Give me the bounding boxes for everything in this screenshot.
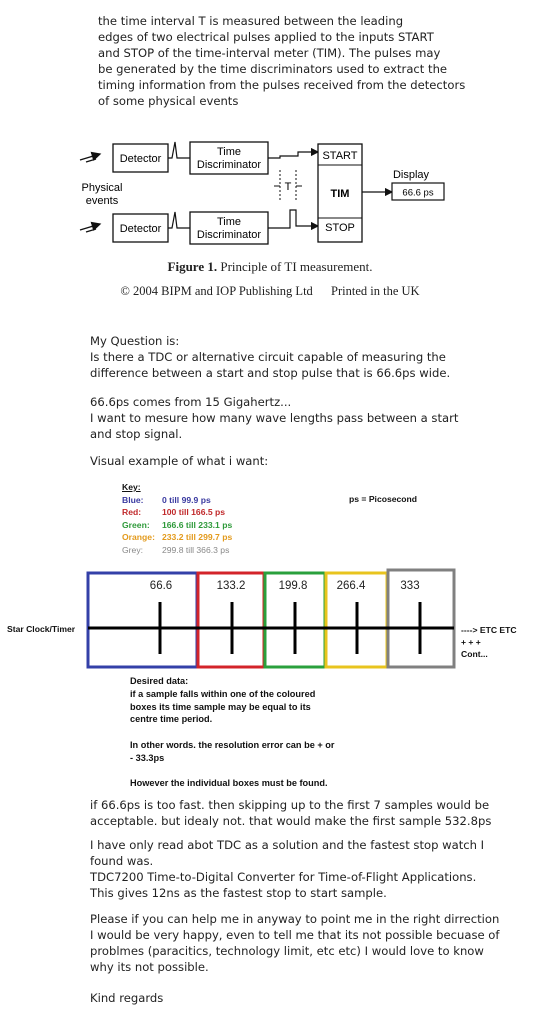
discriminator-top-line2: Discriminator <box>196 159 262 171</box>
key-item-red <box>122 506 232 519</box>
ps-note: ps = Picosecond <box>349 494 418 504</box>
frequency-line: I want to mesure how many wave lengths pass between a start <box>90 411 459 425</box>
timeline-tick-label: 333 <box>400 580 420 592</box>
key-range: 0 till 99.9 ps <box>162 494 211 505</box>
intro-line: be generated by the time discriminators used to extract the <box>98 62 448 76</box>
detector-top-label: Detector <box>119 153 162 165</box>
timeline-right-label <box>461 624 517 660</box>
caption-text: Principle of TI measurement. <box>220 259 373 274</box>
detector-bottom-label: Detector <box>119 223 162 235</box>
key-range: 233.2 till 299.7 ps <box>162 532 233 542</box>
key-item-blue <box>122 494 232 507</box>
skip-paragraph <box>90 797 491 829</box>
timeline-tick-label: 133.2 <box>216 580 246 592</box>
desired-line: centre time period. <box>130 714 213 725</box>
key-item-grey <box>122 544 232 557</box>
interval-t-label: T <box>284 181 292 193</box>
stop-signal-line <box>268 210 318 228</box>
intro-line: edges of two electrical pulses applied to the inputs START <box>98 30 434 44</box>
desired-line: In other words. the resolution error can be + or <box>130 739 335 750</box>
right-line: Cont... <box>461 649 488 659</box>
frequency-paragraph <box>90 394 458 442</box>
key-item-orange <box>122 531 232 544</box>
intro-line: timing information from the pulses received from the detectors <box>98 78 466 92</box>
color-key <box>122 481 232 556</box>
physical-label: Physical <box>81 182 123 194</box>
key-item-green <box>122 519 232 532</box>
display-label: Display <box>392 169 430 181</box>
incoming-arrow-top-icon <box>80 154 100 162</box>
desired-line <box>130 765 334 778</box>
copyright-line <box>0 284 540 299</box>
discriminator-top-line1: Time <box>216 146 242 158</box>
intro-line: of some physical events <box>98 94 239 108</box>
caption-bold: Figure 1. <box>167 259 218 274</box>
desired-line: Desired data: <box>130 676 189 686</box>
timeline-box-blue <box>88 573 197 667</box>
key-title: Key: <box>122 482 141 492</box>
timeline-tick-label: 66.6 <box>149 580 173 592</box>
events-label: events <box>85 195 119 207</box>
tdc-paragraph <box>90 837 484 901</box>
desired-line <box>130 726 334 739</box>
pulse-bottom-icon <box>168 212 190 228</box>
timeline-left-label: Star Clock/Timer <box>7 624 76 634</box>
right-line: + + + <box>461 637 481 647</box>
intro-line: the time interval T is measured between the leading <box>98 14 404 28</box>
intro-paragraph <box>98 13 465 109</box>
desired-line: However the individual boxes must be found. <box>130 778 328 789</box>
desired-line: - 33.3ps <box>130 752 165 763</box>
desired-line: if a sample falls within one of the coloured <box>130 688 316 699</box>
printed-text: Printed in the UK <box>331 284 420 298</box>
key-name: Grey: <box>122 544 144 555</box>
key-name: Orange: <box>122 532 155 542</box>
timeline-tick-label: 199.8 <box>278 580 308 592</box>
tdc-line: TDC7200 Time-to-Digital Converter for Time-of-Flight Applications. <box>90 870 477 884</box>
right-line: ----> ETC ETC <box>461 625 517 635</box>
frequency-line: 66.6ps comes from 15 Gigahertz... <box>90 395 292 409</box>
copyright-text: © 2004 BIPM and IOP Publishing Ltd <box>120 284 313 298</box>
timeline-diagram <box>0 562 540 674</box>
key-range: 299.8 till 366.3 ps <box>162 544 230 555</box>
please-line: problmes (paracitics, technology limit, etc etc) I would love to know <box>90 944 484 958</box>
visual-intro: Visual example of what i want: <box>90 454 269 468</box>
key-name: Red: <box>122 507 142 517</box>
tdc-line: found was. <box>90 854 154 868</box>
discriminator-bottom-line1: Time <box>216 216 242 228</box>
desired-line: boxes its time sample may be equal to its <box>130 701 311 712</box>
timeline-tick-label: 266.4 <box>336 580 366 592</box>
incoming-arrow-bottom-icon <box>80 224 100 232</box>
please-paragraph <box>90 911 499 975</box>
question-line: Is there a TDC or alternative circuit capable of measuring the <box>90 350 446 364</box>
kind-regards: Kind regards <box>90 991 164 1005</box>
key-range: 166.6 till 233.1 ps <box>162 519 233 530</box>
question-line: difference between a start and stop pulse that is 66.6ps wide. <box>90 366 451 380</box>
key-name: Green: <box>122 519 150 530</box>
figure-caption <box>0 259 540 275</box>
display-value: 66.6 ps <box>402 187 434 199</box>
discriminator-bottom-line2: Discriminator <box>196 229 262 241</box>
question-paragraph <box>90 333 450 381</box>
desired-data-note <box>130 675 334 790</box>
start-signal-line <box>268 152 318 158</box>
tdc-line: This gives 12ns as the fastest stop to start sample. <box>90 886 387 900</box>
start-label: START <box>322 150 358 162</box>
figure1-diagram <box>0 130 540 250</box>
skip-line: if 66.6ps is too fast. then skipping up to the first 7 samples would be <box>90 798 490 812</box>
tim-label: TIM <box>330 188 350 200</box>
please-line: why its not possible. <box>90 960 209 974</box>
skip-line: acceptable. but idealy not. that would make the first sample 532.8ps <box>90 814 492 828</box>
key-range: 100 till 166.5 ps <box>162 507 226 517</box>
stop-label: STOP <box>325 222 355 234</box>
intro-line: and STOP of the time-interval meter (TIM). The pulses may <box>98 46 441 60</box>
please-line: Please if you can help me in anyway to point me in the right dirrection <box>90 912 500 926</box>
pulse-top-icon <box>168 142 190 158</box>
key-name: Blue: <box>122 494 144 505</box>
question-line: My Question is: <box>90 334 180 348</box>
frequency-line: and stop signal. <box>90 427 183 441</box>
please-line: I would be very happy, even to tell me that its not possible becuase of <box>90 928 500 942</box>
tdc-line: I have only read abot TDC as a solution and the fastest stop watch I <box>90 838 485 852</box>
